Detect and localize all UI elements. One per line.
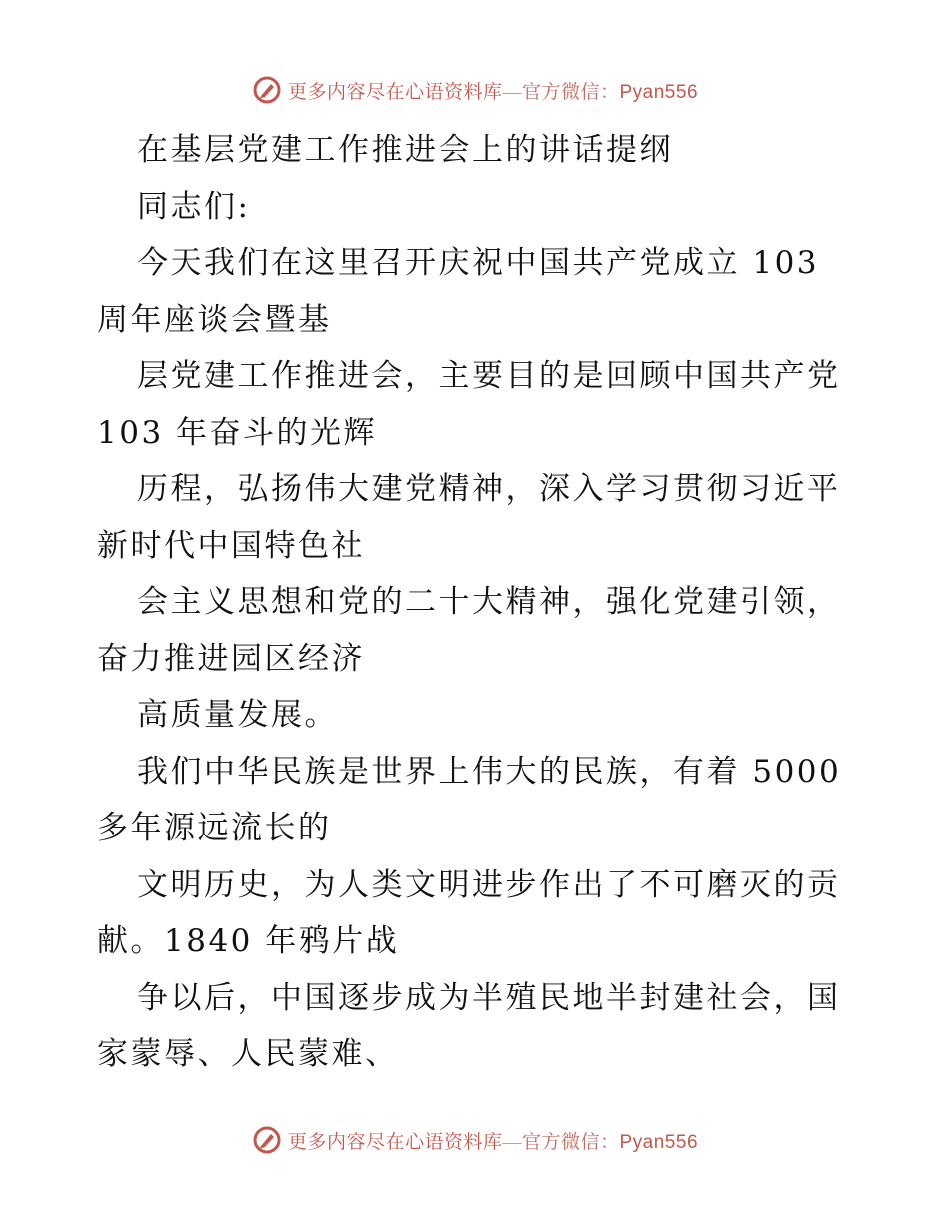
text-line: 多年源远流长的 — [97, 810, 332, 846]
text-line: 103 年奋斗的光辉 — [97, 414, 378, 451]
banner-slogan: 更多内容尽在心语资料库 — [287, 1131, 503, 1153]
text-line: 家蒙辱、人民蒙难、 — [97, 1036, 399, 1072]
document-body — [97, 122, 857, 1083]
banner-separator: — — [502, 81, 522, 103]
text-line: 会主义思想和党的二十大精神，强化党建引领， — [137, 584, 841, 620]
banner-wechat-label: 官方微信： — [521, 1131, 620, 1153]
text-line: 争以后，中国逐步成为半殖民地半封建社会，国 — [137, 979, 841, 1016]
text-line: 层党建工作推进会，主要目的是回顾中国共产党 — [137, 358, 841, 394]
banner-wechat-id: Pyan556 — [619, 81, 699, 103]
text-line: 奋力推进园区经济 — [97, 640, 365, 677]
header-banner — [0, 70, 950, 110]
banner-text — [288, 77, 698, 104]
banner-text — [288, 1127, 698, 1154]
text-line: 高质量发展。 — [137, 697, 338, 733]
pen-circle-icon — [252, 1125, 282, 1155]
text-line: 历程，弘扬伟大建党精神，深入学习贯彻习近平 — [137, 471, 841, 507]
text-line: 我们中华民族是世界上伟大的民族，有着 5000 — [137, 753, 842, 790]
banner-separator: — — [502, 1131, 522, 1153]
footer-banner — [0, 1120, 950, 1160]
banner-slogan: 更多内容尽在心语资料库 — [287, 81, 503, 103]
text-line: 文明历史，为人类文明进步作出了不可磨灭的贡 — [137, 866, 841, 903]
banner-wechat-id: Pyan556 — [619, 1131, 699, 1153]
text-line: 献。1840 年鸦片战 — [97, 923, 400, 959]
text-line: 今天我们在这里召开庆祝中国共产党成立 103 — [137, 245, 820, 281]
text-line: 同志们: — [137, 188, 251, 225]
text-line: 新时代中国特色社 — [97, 527, 365, 564]
text-line: 周年座谈会暨基 — [97, 301, 332, 338]
text-line: 在基层党建工作推进会上的讲话提纲 — [137, 132, 673, 168]
banner-wechat-label: 官方微信： — [521, 81, 620, 103]
pen-circle-icon — [252, 75, 282, 105]
